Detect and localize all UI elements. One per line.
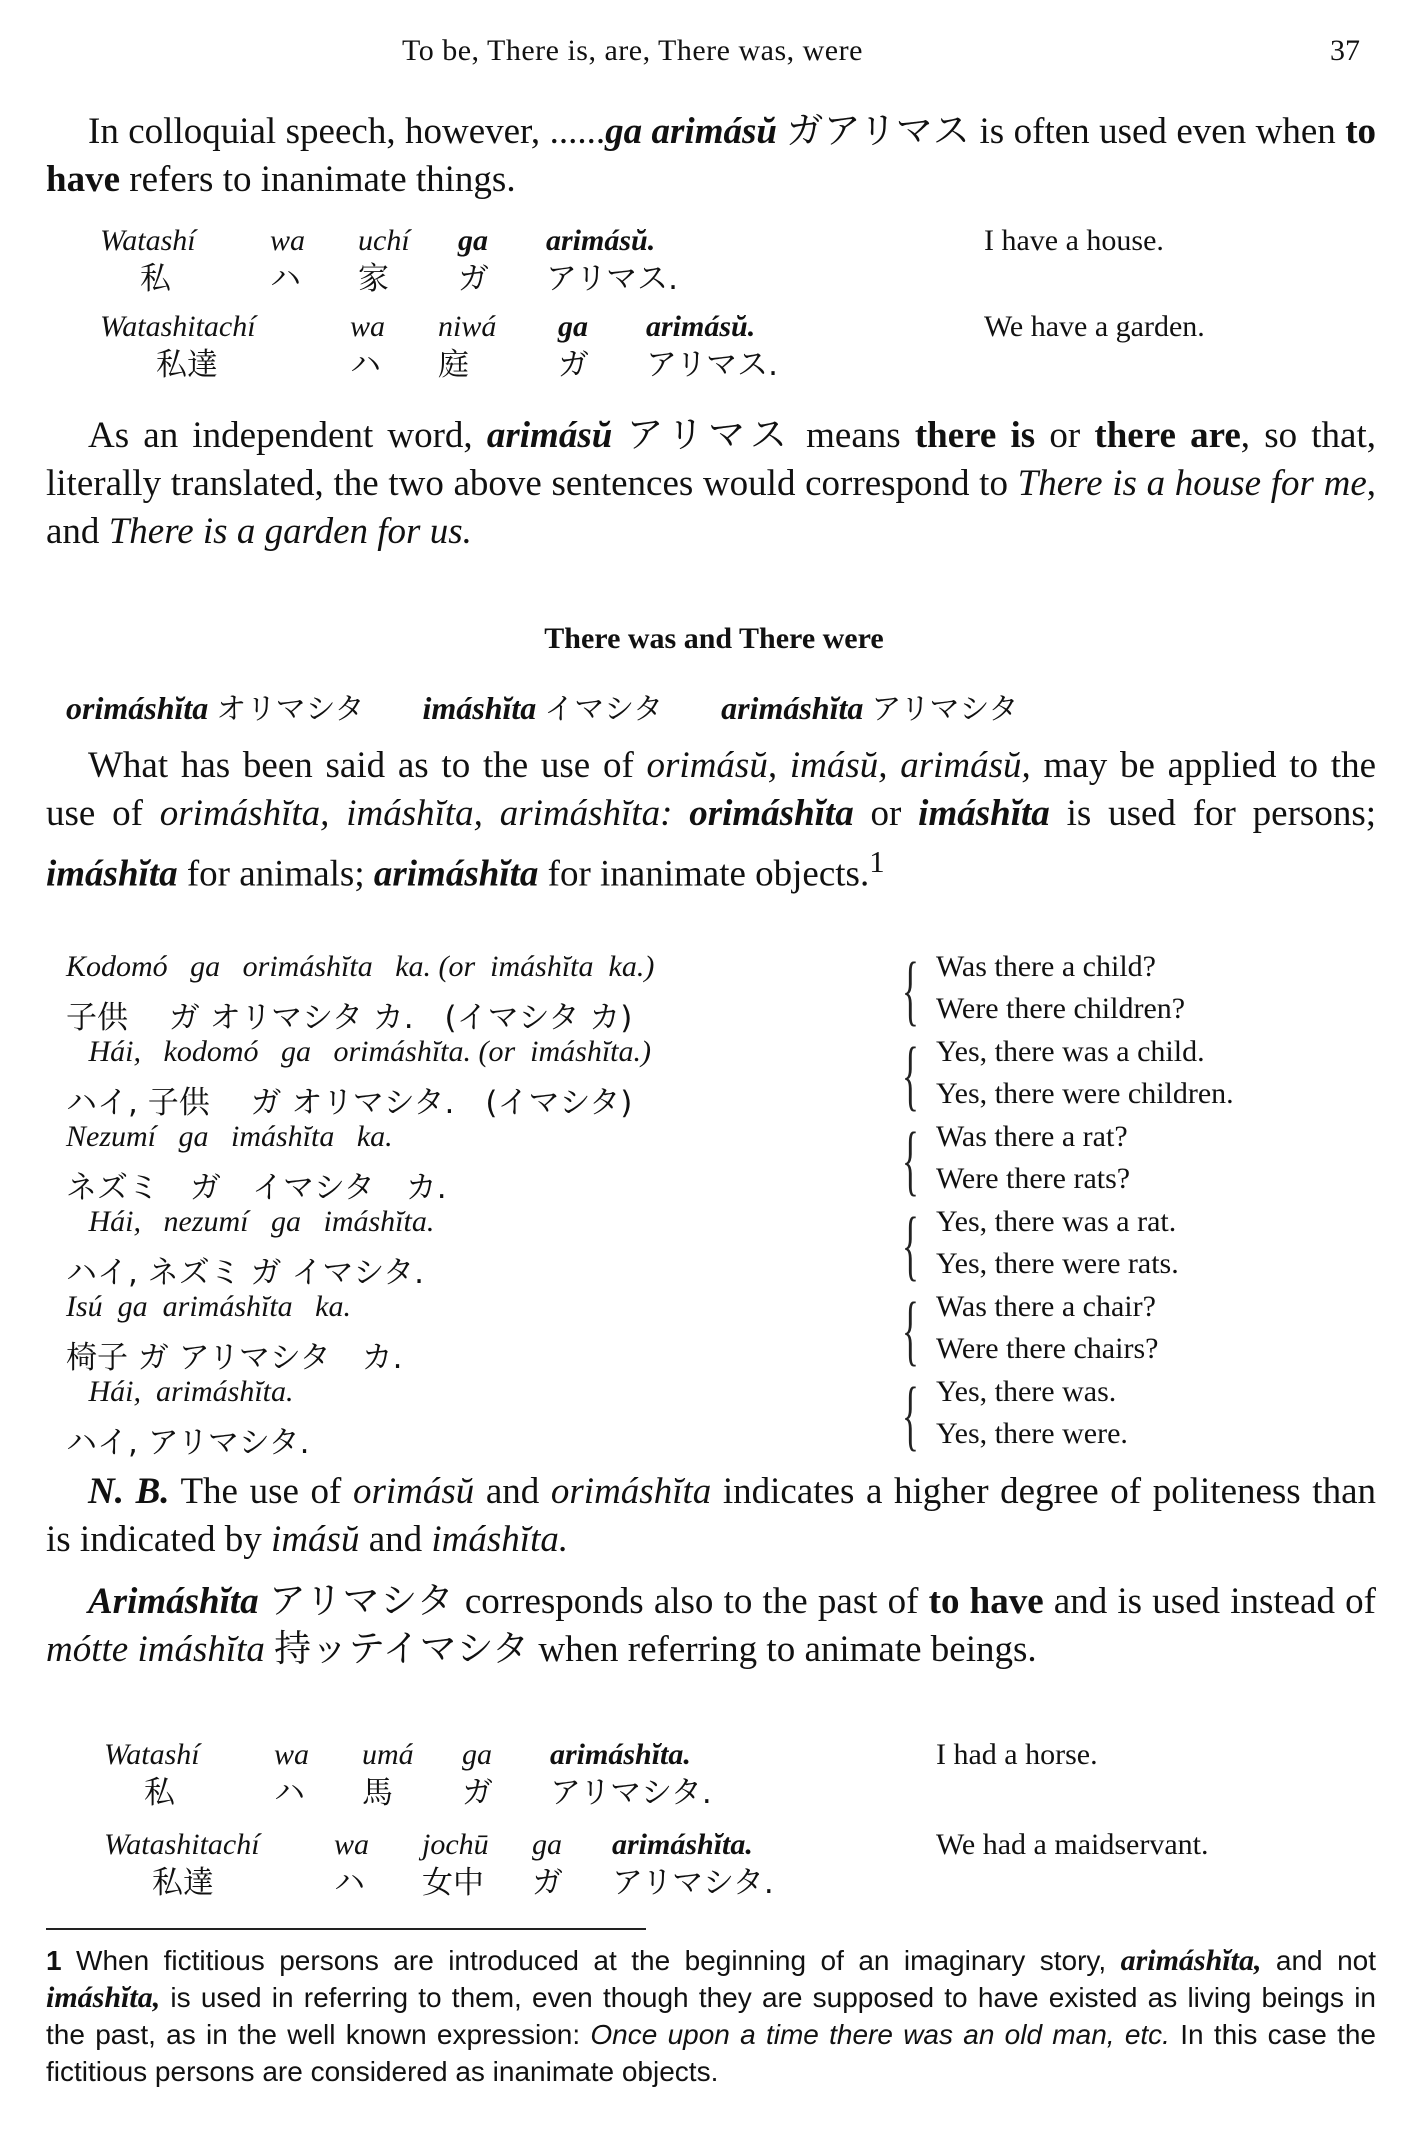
- paragraph-nota-bene: N. B. The use of orimásŭ and orimáshĭta indicates a higher degree of politeness than is indicated by imásŭ and imáshĭta.: [46, 1471, 1377, 1560]
- footnote: 1 When fictitious persons are introduced at the beginning of an imaginary story, arimáshĭta, and not imáshĭta, is used in referring to them, even though they are supposed to have existed as living beings in the past, as in the well known expression: Once upon a time there was an old man, etc. In this case the fictitious persons are considered as inanimate objects.: [46, 1944, 1377, 2087]
- past-forms-line: orimáshĭta オリマシタ imáshĭta イマシタ arimáshĭta アリマシタ: [66, 690, 1019, 727]
- example-rat-answer: Hái, nezumí ga imáshĭta. ハイ, ネズミ ガ イマシタ. { Yes, there was a rat. Yes, there were rats.: [66, 1201, 1179, 1291]
- example-rat-question: Nezumí ga imáshĭta ka. ネズミ ガ イマシタ カ. { Was there a rat? Were there rats?: [66, 1116, 1131, 1206]
- kana-line: 私 ハ 家 ガ アリマス.: [140, 261, 678, 297]
- romaji-line: Watashí wa uchí ga arimásŭ.: [100, 224, 656, 257]
- brace: {: [902, 1031, 919, 1118]
- kana-line: 私達 ハ 女中 ガ アリマシタ.: [152, 1865, 774, 1901]
- example-have-garden: [100, 308, 778, 384]
- brace: {: [902, 1116, 919, 1203]
- example-had-maidservant: [104, 1826, 774, 1902]
- footnote-rule: [46, 1928, 646, 1930]
- romaji-line: Watashitachí wa niwá ga arimásŭ.: [100, 310, 756, 343]
- translation-have-house: I have a house.: [984, 224, 1164, 257]
- kana-line: 私 ハ 馬 ガ アリマシタ.: [144, 1775, 712, 1811]
- example-had-horse: [104, 1736, 712, 1812]
- paragraph-use-of-past: What has been said as to the use of orimásŭ, imásŭ, arimásŭ, may be applied to the use of orimáshĭta, imáshĭta, arimáshĭta: orimáshĭta or imáshĭta is used for persons; imáshĭta for animals; arimáshĭta for inanimate objects.$^1$: [46, 745, 1376, 895]
- paragraph-past-to-have: Arimáshĭta アリマシタ corresponds also to the past of to have and is used instead of mótte imáshĭta 持ッテイマシタ when referring to animate beings.: [46, 1581, 1376, 1670]
- example-chair-question: Isú ga arimáshĭta ka. 椅子 ガ アリマシタ カ. { Was there a chair? Were there chairs?: [66, 1286, 1159, 1376]
- brace: {: [902, 1201, 919, 1288]
- brace: {: [902, 1286, 919, 1373]
- brace: {: [902, 946, 919, 1033]
- section-heading: There was and There were: [544, 622, 884, 655]
- paragraph-colloquial: In colloquial speech, however, ......ga arimásŭ ガアリマス is often used even when to have refers to inanimate things.: [46, 111, 1377, 200]
- page-number: 37: [1330, 34, 1360, 67]
- translation-had-maidservant: We had a maidservant.: [936, 1828, 1209, 1861]
- running-title: To be, There is, are, There was, were: [402, 34, 863, 67]
- translation-have-garden: We have a garden.: [984, 310, 1205, 343]
- translation-had-horse: I had a horse.: [936, 1738, 1098, 1771]
- romaji-line: Watashí wa umá ga arimáshĭta.: [104, 1738, 691, 1771]
- example-chair-answer: Hái, arimáshĭta. ハイ, アリマシタ. { Yes, there was. Yes, there were.: [66, 1371, 1128, 1461]
- example-child-question: Kodomó ga orimáshĭta ka. (or imáshĭta ka.) 子供 ガ オリマシタ カ. (イマシタ カ) { Was there a child? Were there children?: [66, 946, 1186, 1036]
- brace: {: [902, 1371, 919, 1458]
- romaji-line: Watashitachí wa jochū ga arimáshĭta.: [104, 1828, 753, 1861]
- kana-line: 私達 ハ 庭 ガ アリマス.: [156, 347, 778, 383]
- example-child-answer: Hái, kodomó ga orimáshĭta. (or imáshĭta.) ハイ, 子供 ガ オリマシタ. (イマシタ) { Yes, there was a child. Yes, there were children.: [66, 1031, 1234, 1121]
- example-have-house: [100, 222, 678, 298]
- paragraph-independent-word: As an independent word, arimásŭ アリマス means there is or there are, so that, literally translated, the two above sentences would correspond to There is a house for me, and There is a garden for us.: [46, 415, 1376, 552]
